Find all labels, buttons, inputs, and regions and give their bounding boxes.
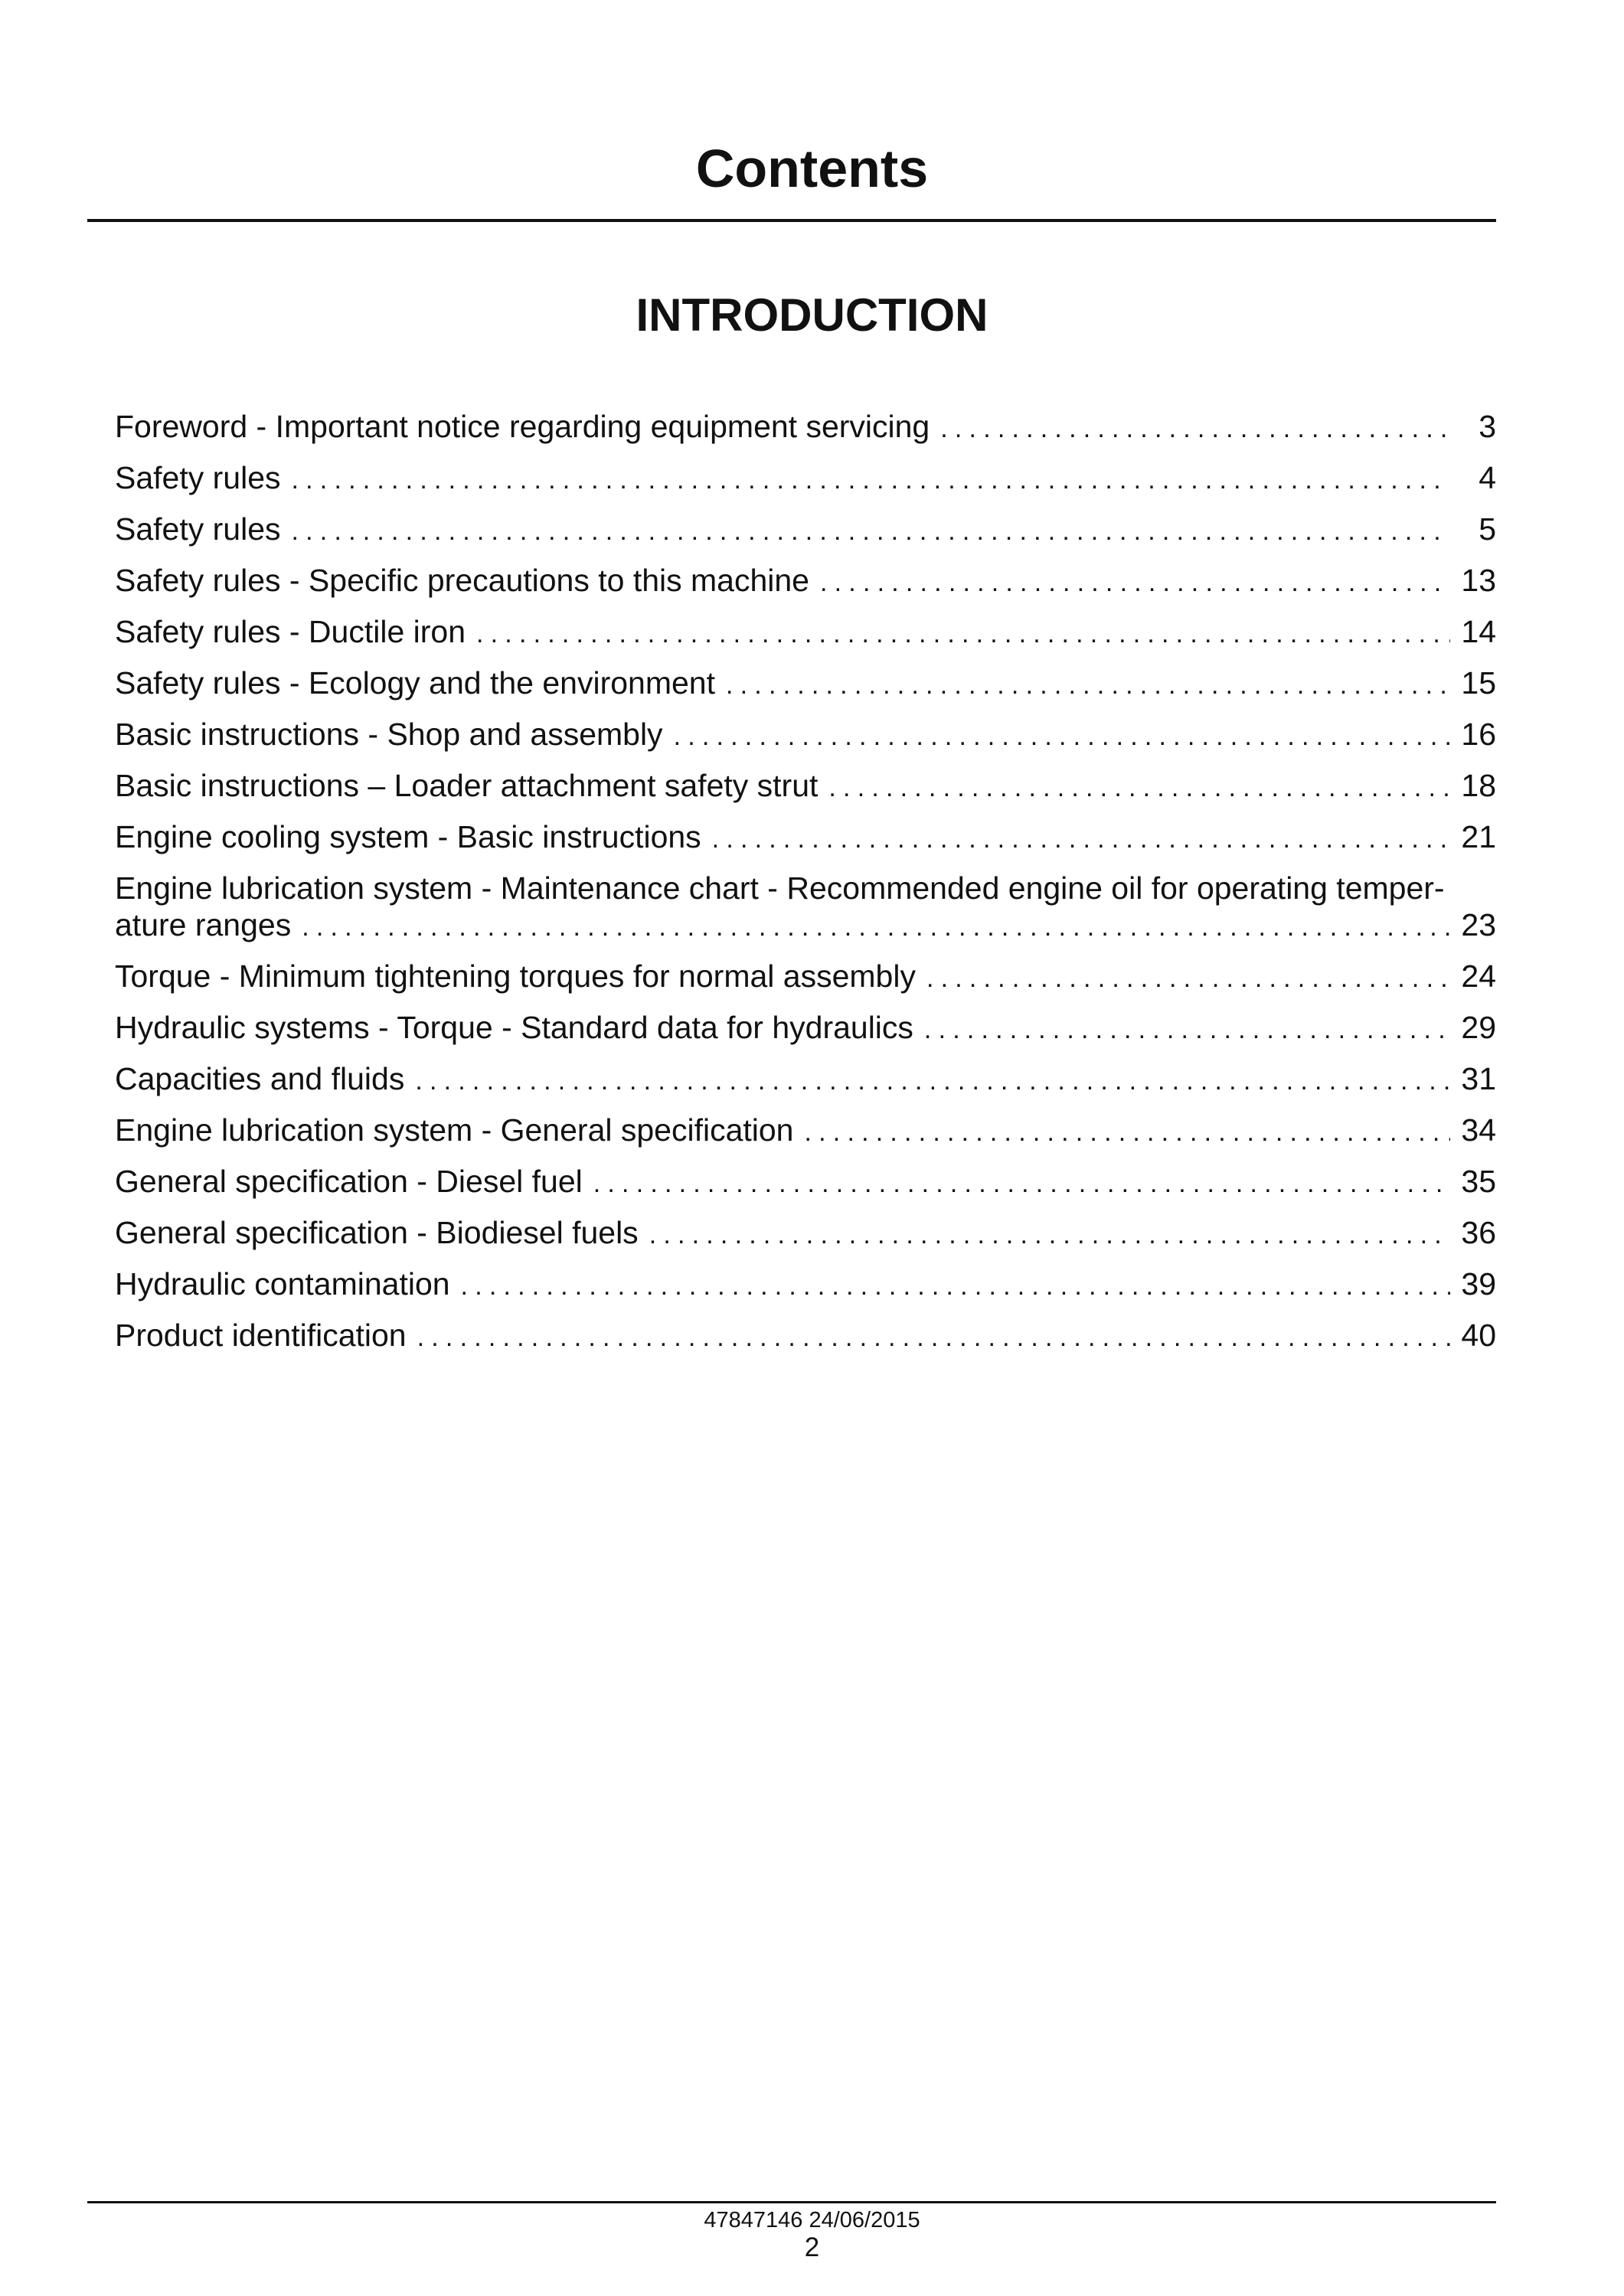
toc-entry[interactable] xyxy=(115,1311,1496,1363)
toc-entry-title[interactable]: Capacities and fluids xyxy=(115,1061,405,1096)
toc-entry-title[interactable]: Safety rules - Ductile iron xyxy=(115,614,466,649)
toc-entry-title[interactable]: Foreword - Important notice regarding equipment servicing xyxy=(115,409,930,444)
toc-entry[interactable] xyxy=(115,813,1496,864)
dot-leader xyxy=(476,616,1450,652)
dot-leader xyxy=(820,564,1450,601)
toc-entry-page[interactable]: 5 xyxy=(1479,511,1496,547)
toc-entry[interactable] xyxy=(115,864,1496,952)
toc-entry-page[interactable]: 36 xyxy=(1461,1215,1496,1250)
dot-leader xyxy=(417,1319,1450,1356)
toc-entry-page[interactable]: 40 xyxy=(1461,1318,1496,1353)
toc-entry[interactable] xyxy=(115,1055,1496,1106)
toc-entry-title[interactable]: Hydraulic contamination xyxy=(115,1266,450,1302)
toc-entry-page[interactable]: 14 xyxy=(1461,614,1496,649)
toc-entry-title[interactable]: Product identification xyxy=(115,1318,407,1353)
dot-leader xyxy=(292,513,1451,550)
toc-entry-title[interactable]: ature ranges xyxy=(115,907,292,942)
dot-leader xyxy=(461,1268,1450,1305)
footer-page-number: 2 xyxy=(804,2232,820,2262)
toc-entry-title[interactable]: General specification - Diesel fuel xyxy=(115,1164,583,1199)
toc-entry[interactable] xyxy=(115,1260,1496,1311)
toc-entry-page[interactable]: 31 xyxy=(1461,1061,1496,1096)
toc-entry[interactable] xyxy=(115,403,1496,454)
toc-entry-title[interactable]: Torque - Minimum tightening torques for normal assembly xyxy=(115,959,916,994)
toc-entry[interactable] xyxy=(115,1106,1496,1158)
toc-entry[interactable] xyxy=(115,1158,1496,1209)
toc-entry-page[interactable]: 21 xyxy=(1461,819,1496,854)
toc-entry-page[interactable]: 18 xyxy=(1461,768,1496,803)
dot-leader xyxy=(726,667,1450,704)
page-title: Contents xyxy=(695,139,929,198)
toc-entry[interactable] xyxy=(115,952,1496,1004)
toc-entry-page[interactable]: 34 xyxy=(1461,1112,1496,1148)
toc-entry-title[interactable]: General specification - Biodiesel fuels xyxy=(115,1215,639,1250)
toc-entry-title[interactable]: Hydraulic systems - Torque - Standard data for hydraulics xyxy=(115,1010,913,1045)
toc-entry-page[interactable]: 29 xyxy=(1461,1010,1496,1045)
dot-leader xyxy=(593,1165,1450,1202)
toc-entry-title[interactable]: Engine cooling system - Basic instructions xyxy=(115,819,701,854)
toc-entry[interactable] xyxy=(115,1004,1496,1055)
toc-entry[interactable] xyxy=(115,505,1496,557)
toc-entry-title[interactable]: Basic instructions - Shop and assembly xyxy=(115,717,663,752)
toc-entry[interactable] xyxy=(115,608,1496,659)
toc-entry-title[interactable]: Basic instructions – Loader attachment safety strut xyxy=(115,768,819,803)
toc-entry-title[interactable]: Safety rules xyxy=(115,511,281,547)
toc-entry-page[interactable]: 23 xyxy=(1461,907,1496,942)
toc-entry-page[interactable]: 16 xyxy=(1461,717,1496,752)
dot-leader xyxy=(649,1217,1450,1253)
dot-leader xyxy=(292,462,1451,498)
toc-entry[interactable] xyxy=(115,659,1496,710)
dot-leader xyxy=(926,960,1450,997)
toc-entry-page[interactable]: 13 xyxy=(1461,563,1496,598)
toc-entry-page[interactable]: 24 xyxy=(1461,959,1496,994)
toc-entry-page[interactable]: 4 xyxy=(1479,460,1496,495)
toc-entry-page[interactable]: 15 xyxy=(1461,665,1496,701)
footer-document-reference: 47847146 24/06/2015 xyxy=(704,2208,920,2232)
toc-entry-title[interactable]: Engine lubrication system - General specification xyxy=(115,1112,794,1148)
section-title: INTRODUCTION xyxy=(636,289,988,341)
dot-leader xyxy=(712,821,1450,857)
toc-entry[interactable] xyxy=(115,1209,1496,1260)
header-divider xyxy=(87,219,1496,222)
toc-entry[interactable] xyxy=(115,557,1496,608)
dot-leader xyxy=(805,1114,1451,1151)
toc-entry[interactable] xyxy=(115,710,1496,762)
dot-leader xyxy=(415,1063,1450,1099)
footer-divider xyxy=(87,2201,1496,2203)
dot-leader xyxy=(940,410,1450,447)
toc-entry-page[interactable]: 35 xyxy=(1461,1164,1496,1199)
table-of-contents xyxy=(115,403,1496,1363)
dot-leader xyxy=(302,909,1450,946)
toc-entry-title[interactable]: Safety rules - Ecology and the environment xyxy=(115,665,715,701)
toc-entry-title-line1[interactable]: Engine lubrication system - Maintenance chart - Recommended engine oil for operating temper- xyxy=(115,870,1445,906)
dot-leader xyxy=(924,1011,1450,1048)
toc-entry[interactable] xyxy=(115,762,1496,813)
dot-leader xyxy=(674,718,1450,755)
toc-entry-page[interactable]: 3 xyxy=(1479,409,1496,444)
toc-entry[interactable] xyxy=(115,454,1496,505)
toc-entry-title[interactable]: Safety rules xyxy=(115,460,281,495)
toc-entry-page[interactable]: 39 xyxy=(1461,1266,1496,1302)
toc-entry-title[interactable]: Safety rules - Specific precautions to this machine xyxy=(115,563,809,598)
dot-leader xyxy=(828,769,1450,806)
